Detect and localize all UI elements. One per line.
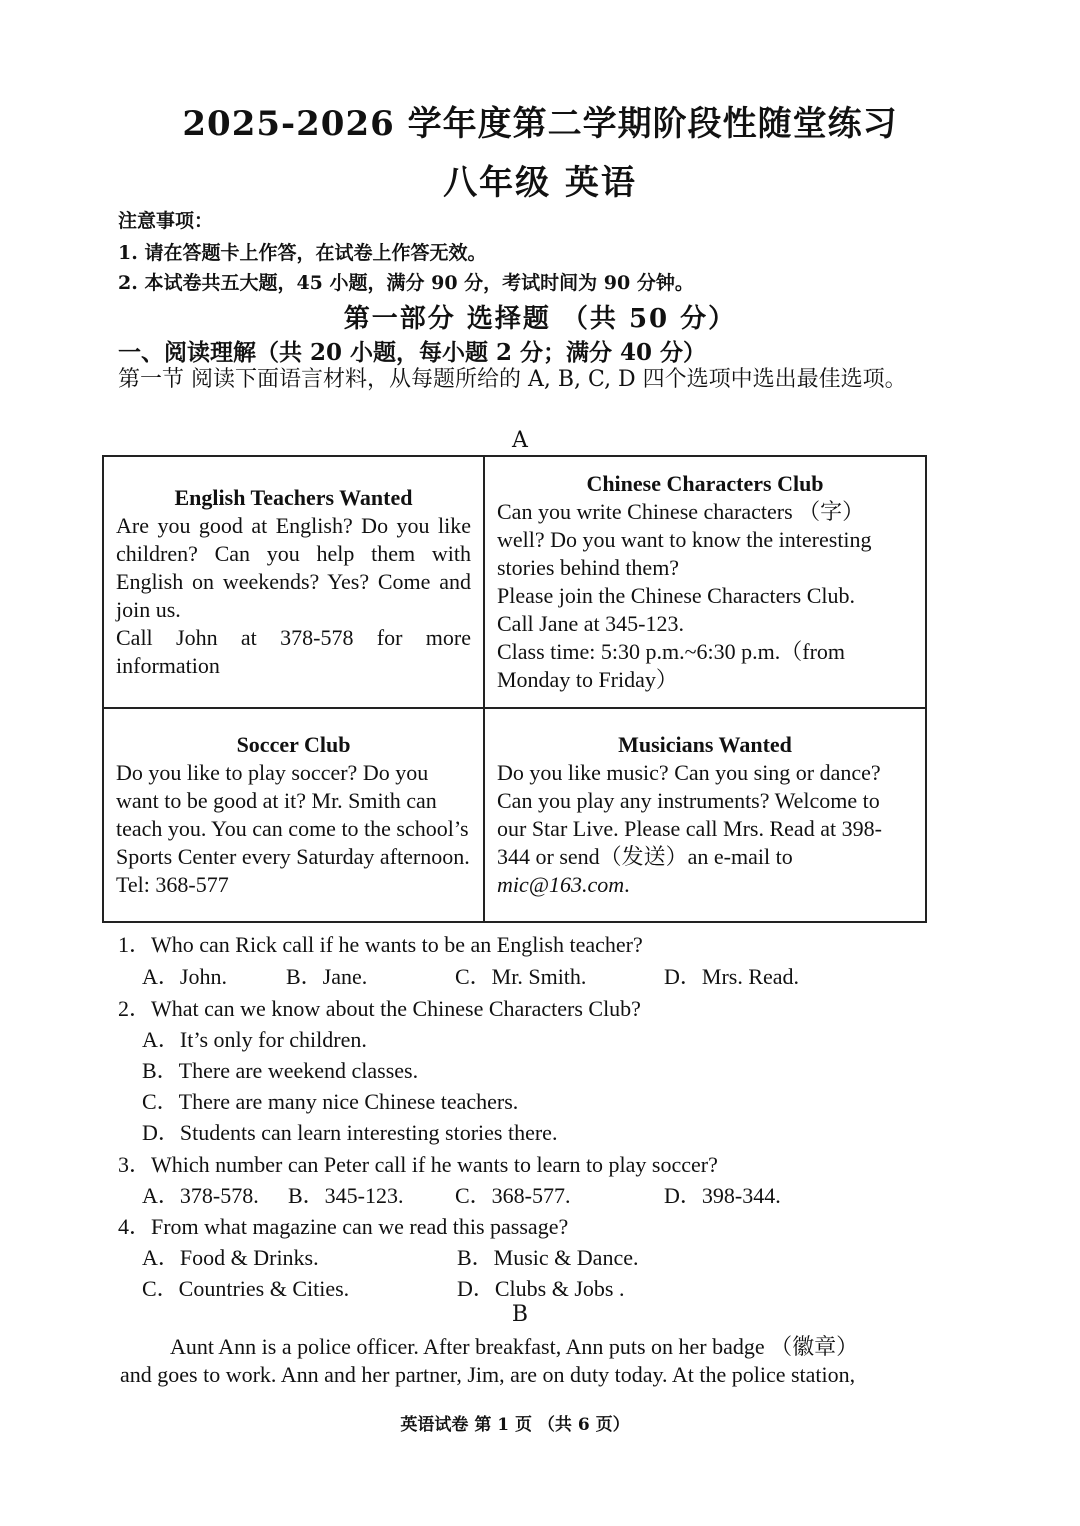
- question-1-option-c: C．Mr. Smith.: [455, 964, 587, 989]
- question-1-stem: 1．Who can Rick call if he wants to be an English teacher?: [118, 932, 643, 957]
- ad-chinese-club-join: Please join the Chinese Characters Club.: [497, 583, 856, 608]
- question-4-option-c: C．Countries & Cities.: [142, 1276, 350, 1301]
- question-4-option-b: B．Music & Dance.: [457, 1245, 639, 1270]
- question-3-option-a: A．378-578.: [142, 1183, 259, 1208]
- ad-english-teachers: [103, 456, 484, 708]
- passage-b-line-2: and goes to work. Ann and her partner, Jim, are on duty today. At the police station,: [120, 1362, 856, 1387]
- ad-soccer-club-tel: Tel: 368-577: [116, 872, 229, 897]
- ads-table: [102, 455, 927, 923]
- passage-b-line-1: Aunt Ann is a police officer. After breakfast, Ann puts on her badge （徽章）: [170, 1334, 859, 1359]
- ad-english-teachers-contact: Call John at 378-578 for more information: [116, 625, 471, 678]
- question-1-option-a: A．John.: [142, 964, 227, 989]
- question-1-option-d: D．Mrs. Read.: [664, 964, 800, 989]
- ad-english-teachers-body: Are you good at English? Do you like children? Can you help them with English on weekends? Yes? Come and join us.: [116, 513, 471, 622]
- ad-soccer-club: [103, 708, 484, 922]
- question-3-stem: 3．Which number can Peter call if he wants to learn to play soccer?: [118, 1152, 718, 1177]
- question-1-option-b: B．Jane.: [286, 964, 368, 989]
- ad-chinese-club-title: Chinese Characters Club: [586, 471, 824, 496]
- notes-item-2: 2. 本试卷共五大题，45 小题，满分 90 分，考试时间为 90 分钟。: [118, 272, 694, 294]
- passage-b-label: B: [511, 1302, 529, 1327]
- question-3-option-d: D．398-344.: [664, 1183, 781, 1208]
- ad-chinese-club-body: Can you write Chinese characters （字） well? Do you want to know the interesting stories behind them?: [497, 499, 872, 580]
- ad-soccer-club-title: Soccer Club: [236, 732, 351, 757]
- ad-chinese-club-class-time: Class time: 5:30 p.m.~6:30 p.m.（from Monday to Friday）: [497, 639, 846, 692]
- ad-musicians-end: .: [624, 872, 630, 897]
- question-2-option-b: B．There are weekend classes.: [142, 1058, 419, 1083]
- question-3-option-b: B．345-123.: [288, 1183, 404, 1208]
- question-4-stem: 4．From what magazine can we read this passage?: [118, 1214, 569, 1239]
- ad-chinese-club: [484, 456, 926, 708]
- passage-a-label: A: [512, 428, 528, 453]
- question-4-option-d: D．Clubs & Jobs .: [457, 1276, 625, 1301]
- question-4-option-a: A．Food & Drinks.: [142, 1245, 319, 1270]
- page-footer: 英语试卷 第 1 页 （共 6 页）: [400, 1415, 630, 1435]
- ad-musicians: [484, 708, 926, 922]
- question-2-option-a: A．It’s only for children.: [142, 1027, 367, 1052]
- section-one-title: 一、阅读理解（共 20 小题，每小题 2 分；满分 40 分）: [118, 339, 707, 366]
- ad-musicians-body: Do you like music? Can you sing or dance? Can you play any instruments? Welcome to our Star Live. Please call Mrs. Read at 398-344 or send（发送）an e-mail to: [497, 760, 882, 869]
- question-2-option-d: D．Students can learn interesting stories there.: [142, 1120, 558, 1145]
- notes-heading: 注意事项：: [118, 210, 214, 232]
- ad-chinese-club-contact: Call Jane at 345-123.: [497, 611, 684, 636]
- ad-musicians-title: Musicians Wanted: [618, 732, 792, 757]
- exam-subtitle: 八年级 英语: [443, 163, 637, 203]
- part-one-title: 第一部分 选择题 （共 50 分）: [343, 304, 737, 334]
- question-2-stem: 2．What can we know about the Chinese Characters Club?: [118, 996, 641, 1021]
- exam-title: 2025-2026 学年度第二学期阶段性随堂练习: [182, 104, 898, 144]
- ad-soccer-club-body: Do you like to play soccer? Do you want to be good at it? Mr. Smith can teach you. You can come to the school’s Sports Center every Saturday afternoon.: [116, 760, 470, 869]
- section-instruction: 第一节 阅读下面语言材料，从每题所给的 A, B, C, D 四个选项中选出最佳选项。: [118, 367, 907, 392]
- question-2-option-c: C．There are many nice Chinese teachers.: [142, 1089, 519, 1114]
- notes-item-1: 1. 请在答题卡上作答，在试卷上作答无效。: [118, 242, 487, 264]
- ad-musicians-email: mic@163.com: [497, 872, 625, 897]
- question-3-option-c: C．368-577.: [455, 1183, 571, 1208]
- ad-english-teachers-title: English Teachers Wanted: [174, 485, 413, 510]
